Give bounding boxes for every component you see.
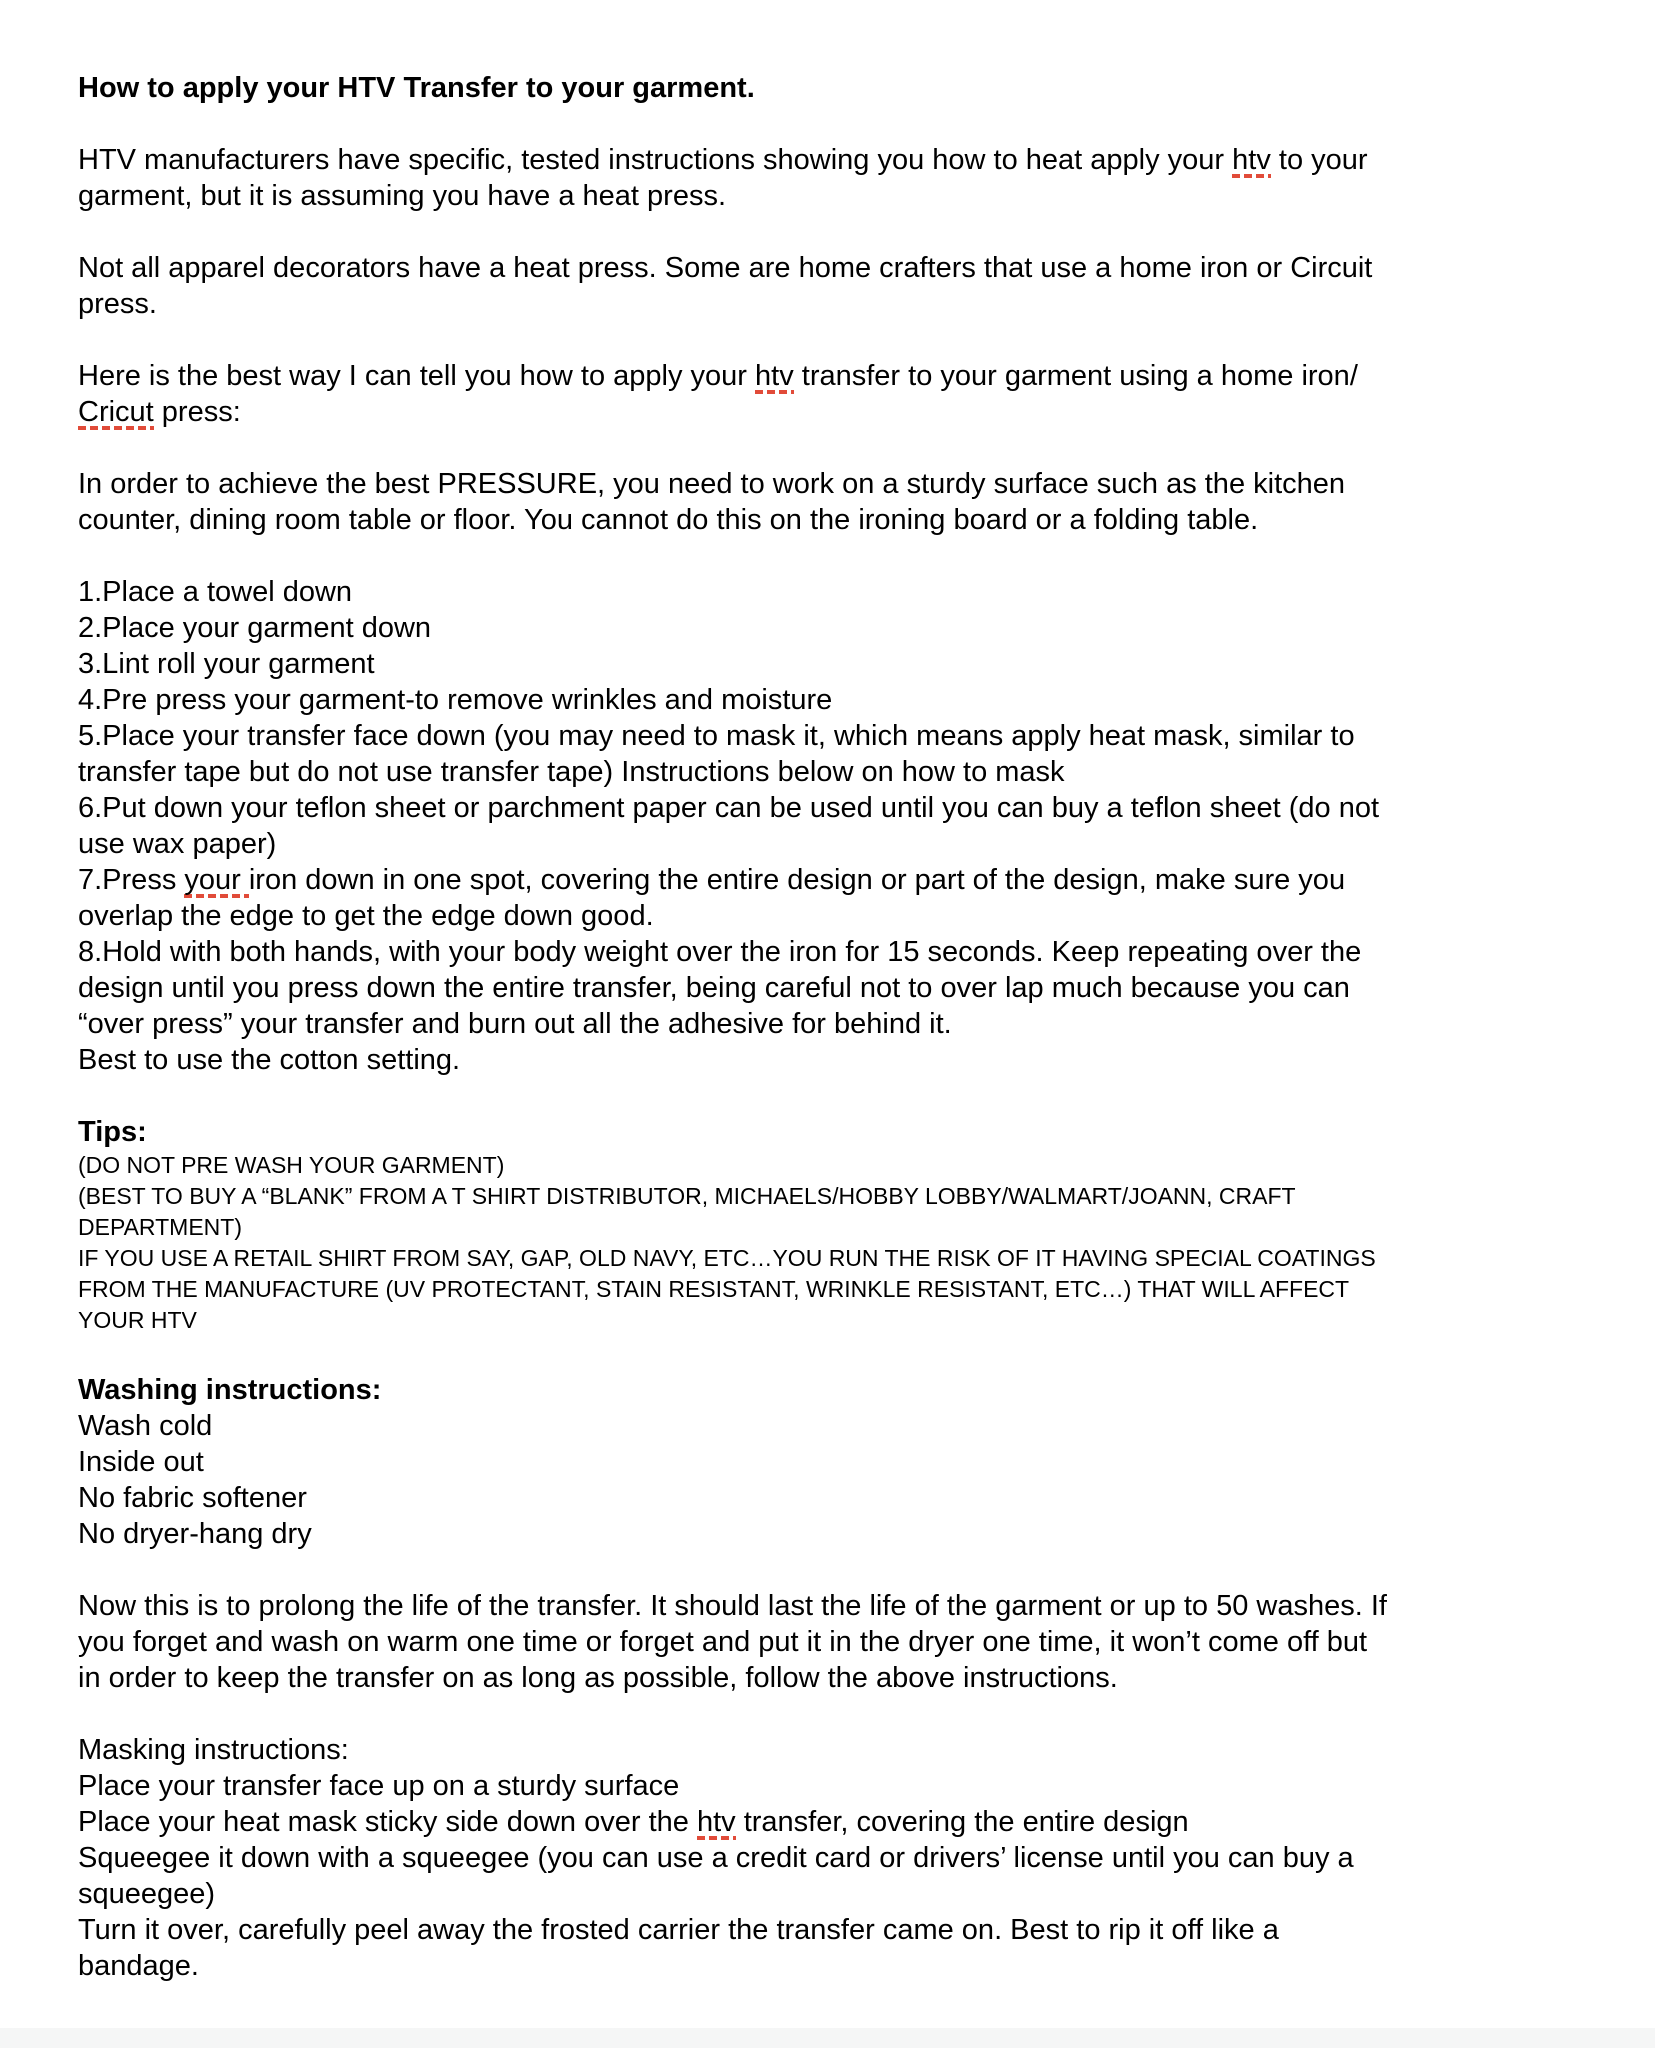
- text-segment: Inside out: [78, 1446, 204, 1478]
- text-line: [78, 394, 1648, 430]
- text-segment: in order to keep the transfer on as long as possible, follow the above instructions.: [78, 1662, 1118, 1694]
- text-line: [78, 610, 1648, 646]
- text-line: [78, 1042, 1648, 1078]
- text-line: [78, 1372, 1648, 1408]
- text-segment: 5.Place your transfer face down (you may need to mask it, which means apply heat mask, similar to: [78, 720, 1355, 752]
- text-segment: 2.Place your garment down: [78, 612, 432, 644]
- text-segment: (DO NOT PRE WASH YOUR GARMENT): [78, 1152, 505, 1178]
- text-line: [78, 70, 1648, 106]
- text-segment: No dryer-hang dry: [78, 1518, 312, 1550]
- text-line: [78, 646, 1648, 682]
- text-segment: design until you press down the entire transfer, being careful not to over lap much because you can: [78, 972, 1350, 1004]
- text-line: [78, 1114, 1648, 1150]
- bottom-bar: [0, 2028, 1655, 2048]
- heat-press-paragraph: [78, 250, 1648, 322]
- text-line: [78, 1480, 1648, 1516]
- text-segment: Here is the best way I can tell you how to apply your: [78, 360, 756, 392]
- text-segment: squeegee): [78, 1878, 216, 1910]
- text-line: [78, 1768, 1648, 1804]
- text-line: [78, 574, 1648, 610]
- text-line: [78, 826, 1648, 862]
- misspelled-word: your: [184, 864, 249, 896]
- text-segment: (BEST TO BUY A “BLANK” FROM A T SHIRT DISTRIBUTOR, MICHAELS/HOBBY LOBBY/WALMART/JOANN, CRAFT: [78, 1183, 1296, 1209]
- text-segment: In order to achieve the best PRESSURE, you need to work on a sturdy surface such as the kitchen: [78, 468, 1346, 500]
- text-segment: Now this is to prolong the life of the transfer. It should last the life of the garment or up to 50 washes. If: [78, 1590, 1387, 1622]
- text-line: [78, 502, 1648, 538]
- text-line: [78, 1912, 1648, 1948]
- text-line: [78, 1516, 1648, 1552]
- pressure-paragraph: [78, 466, 1648, 538]
- text-segment: transfer, covering the entire design: [735, 1806, 1189, 1838]
- text-segment: Not all apparel decorators have a heat press. Some are home crafters that use a home iron or Circuit: [78, 252, 1373, 284]
- text-line: [78, 1408, 1648, 1444]
- text-segment: No fabric softener: [78, 1482, 307, 1514]
- text-line: [78, 934, 1648, 970]
- transfer-life-paragraph: [78, 1588, 1648, 1696]
- document-body: [78, 70, 1648, 1984]
- text-segment: iron down in one spot, covering the entire design or part of the design, make sure you: [248, 864, 1346, 896]
- text-line: [78, 862, 1648, 898]
- text-segment: transfer tape but do not use transfer tape) Instructions below on how to mask: [78, 756, 1065, 788]
- text-line: [78, 718, 1648, 754]
- text-segment: FROM THE MANUFACTURE (UV PROTECTANT, STAIN RESISTANT, WRINKLE RESISTANT, ETC…) THAT WILL AFFECT: [78, 1276, 1350, 1302]
- application-steps: [78, 574, 1648, 1078]
- text-line: [78, 466, 1648, 502]
- document-title: [78, 70, 1648, 106]
- text-line: [78, 1588, 1648, 1624]
- text-line: [78, 682, 1648, 718]
- text-line: [78, 1305, 1648, 1336]
- washing-instructions: [78, 1372, 1648, 1552]
- text-segment: IF YOU USE A RETAIL SHIRT FROM SAY, GAP, OLD NAVY, ETC…YOU RUN THE RISK OF IT HAVING SPECIAL COATINGS: [78, 1245, 1376, 1271]
- text-segment: Best to use the cotton setting.: [78, 1044, 461, 1076]
- text-segment: 3.Lint roll your garment: [78, 648, 375, 680]
- text-line: [78, 250, 1648, 286]
- misspelled-word: htv: [755, 360, 794, 392]
- text-segment: Wash cold: [78, 1410, 213, 1442]
- misspelled-word: htv: [1232, 144, 1271, 176]
- text-line: [78, 790, 1648, 826]
- text-line: [78, 286, 1648, 322]
- text-segment: use wax paper): [78, 828, 277, 860]
- text-line: [78, 1150, 1648, 1181]
- text-line: [78, 1660, 1648, 1696]
- text-line: [78, 358, 1648, 394]
- text-line: [78, 178, 1648, 214]
- text-segment: you forget and wash on warm one time or forget and put it in the dryer one time, it won’t come off but: [78, 1626, 1368, 1658]
- text-segment: HTV manufacturers have specific, tested instructions showing you how to heat apply your: [78, 144, 1233, 176]
- text-segment: Place your transfer face up on a sturdy surface: [78, 1770, 680, 1802]
- text-segment: Squeegee it down with a squeegee (you can use a credit card or drivers’ license until you can buy a: [78, 1842, 1354, 1874]
- text-line: [78, 1243, 1648, 1274]
- text-line: [78, 1181, 1648, 1212]
- text-segment: press.: [78, 288, 157, 320]
- text-line: [78, 898, 1648, 934]
- misspelled-word: Cricut: [78, 396, 154, 428]
- text-line: [78, 1444, 1648, 1480]
- misspelled-word: htv: [696, 1806, 736, 1838]
- text-segment: overlap the edge to get the edge down good.: [78, 900, 654, 932]
- text-segment: Washing instructions:: [78, 1374, 382, 1406]
- text-line: [78, 1804, 1648, 1840]
- text-segment: bandage.: [78, 1950, 199, 1982]
- text-line: [78, 1006, 1648, 1042]
- text-segment: Tips:: [78, 1116, 147, 1148]
- text-segment: Place your heat mask sticky side down over the: [78, 1806, 697, 1838]
- text-line: [78, 1840, 1648, 1876]
- text-line: [78, 1624, 1648, 1660]
- text-segment: Turn it over, carefully peel away the frosted carrier the transfer came on. Best to rip it off like a: [78, 1914, 1279, 1946]
- text-segment: 8.Hold with both hands, with your body weight over the iron for 15 seconds. Keep repeating over the: [78, 936, 1362, 968]
- text-segment: 4.Pre press your garment-to remove wrinkles and moisture: [78, 684, 833, 716]
- text-line: [78, 1212, 1648, 1243]
- text-segment: transfer to your garment using a home iron/: [793, 360, 1358, 392]
- text-line: [78, 142, 1648, 178]
- text-segment: “over press” your transfer and burn out all the adhesive for behind it.: [78, 1008, 952, 1040]
- text-line: [78, 1274, 1648, 1305]
- tips-section: [78, 1114, 1648, 1336]
- masking-instructions: [78, 1732, 1648, 1984]
- text-segment: 6.Put down your teflon sheet or parchment paper can be used until you can buy a teflon sheet (do not: [78, 792, 1380, 824]
- intro-paragraph: [78, 142, 1648, 214]
- text-segment: garment, but it is assuming you have a heat press.: [78, 180, 727, 212]
- text-segment: Masking instructions:: [78, 1734, 349, 1766]
- text-segment: press:: [153, 396, 241, 428]
- text-line: [78, 1876, 1648, 1912]
- text-segment: 7.Press: [78, 864, 185, 896]
- text-segment: to your: [1270, 144, 1368, 176]
- text-line: [78, 970, 1648, 1006]
- text-segment: counter, dining room table or floor. You cannot do this on the ironing board or a folding table.: [78, 504, 1259, 536]
- text-segment: DEPARTMENT): [78, 1214, 242, 1240]
- home-iron-paragraph: [78, 358, 1648, 430]
- text-line: [78, 754, 1648, 790]
- text-segment: YOUR HTV: [78, 1307, 197, 1333]
- text-line: [78, 1948, 1648, 1984]
- text-line: [78, 1732, 1648, 1768]
- text-segment: 1.Place a towel down: [78, 576, 353, 608]
- text-segment: How to apply your HTV Transfer to your garment.: [78, 72, 755, 104]
